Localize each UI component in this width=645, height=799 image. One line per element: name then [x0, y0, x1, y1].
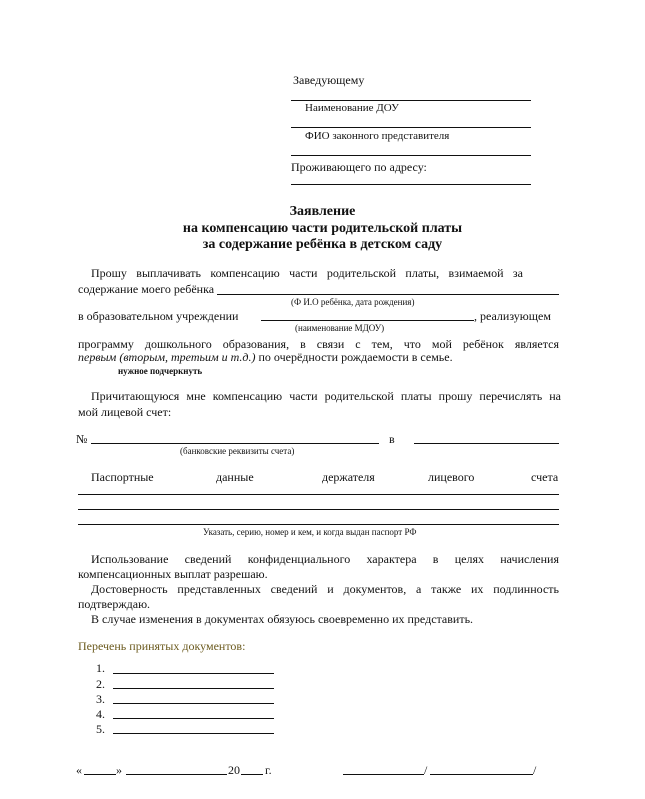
- addressee-label: Заведующему: [293, 73, 365, 87]
- date-year-prefix: 20: [228, 763, 240, 777]
- p3-line2: компенсационных выплат разрешаю.: [78, 567, 268, 581]
- p1-line1: Прошу выплачивать компенсацию части родительской платы, взимаемой за: [91, 266, 523, 280]
- date-day-field[interactable]: [84, 774, 116, 775]
- doc-item-field-2[interactable]: [113, 688, 274, 689]
- passport-word-1: Паспортные: [91, 470, 154, 484]
- account-number-field[interactable]: [91, 443, 379, 444]
- signature-name-field[interactable]: [430, 774, 533, 775]
- p1-line3b: , реализующем: [474, 309, 551, 323]
- passport-line-1[interactable]: [78, 494, 559, 495]
- school-caption: (наименование МДОУ): [295, 323, 385, 333]
- ordinal-first: первым: [78, 350, 117, 364]
- p2-line2: мой лицевой счет:: [78, 405, 172, 419]
- rep-line[interactable]: [291, 127, 531, 128]
- child-name-field[interactable]: [217, 294, 559, 295]
- org-caption: Наименование ДОУ: [305, 102, 399, 114]
- date-quote-open: «: [76, 763, 82, 777]
- signature-slash-1: /: [424, 763, 428, 777]
- passport-word-4: лицевого: [428, 470, 475, 484]
- doc-item-field-3[interactable]: [113, 703, 274, 704]
- p1-line3a: в образовательном учреждении: [78, 309, 239, 323]
- doc-item-number-4: 4.: [96, 707, 105, 721]
- address-label: Проживающего по адресу:: [291, 160, 427, 174]
- p1-line5-rest: по очерёдности рождаемости в семье.: [258, 350, 453, 364]
- p2-line1: Причитающуюся мне компенсацию части родительской платы прошу перечислять на: [91, 389, 561, 403]
- date-year-suffix: г.: [265, 763, 272, 777]
- doc-item-number-3: 3.: [96, 692, 105, 706]
- date-quote-close: »: [116, 763, 122, 777]
- org-line[interactable]: [291, 100, 531, 101]
- rep-caption: ФИО законного представителя: [305, 130, 450, 142]
- child-caption: (Ф И.О ребёнка, дата рождения): [291, 297, 415, 307]
- doc-item-field-5[interactable]: [113, 733, 274, 734]
- documents-heading: Перечень принятых документов:: [78, 639, 246, 653]
- rep-line-2[interactable]: [291, 155, 531, 156]
- p1-line2: содержание моего ребёнка: [78, 282, 215, 296]
- passport-line-2[interactable]: [78, 509, 559, 510]
- p3-line1: Использование сведений конфиденциального характера в целях начисления: [91, 552, 559, 566]
- signature-field[interactable]: [343, 774, 424, 775]
- passport-caption: Указать, серию, номер и кем, и когда выдан паспорт РФ: [203, 527, 417, 537]
- ordinal-other: (вторым, третьим и т.д.): [119, 350, 256, 364]
- date-year-field[interactable]: [241, 774, 263, 775]
- bank-name-field[interactable]: [414, 443, 559, 444]
- p5: В случае изменения в документах обязуюсь своевременно их представить.: [91, 612, 474, 626]
- doc-item-number-2: 2.: [96, 677, 105, 691]
- p4-line2: подтверждаю.: [78, 597, 151, 611]
- account-no-label: №: [76, 432, 88, 446]
- underline-note: нужное подчеркнуть: [118, 366, 203, 376]
- passport-word-5: счета: [531, 470, 559, 484]
- p1-line4: программу дошкольного образования, в связи с тем, что мой ребёнок является: [78, 337, 559, 351]
- doc-title: Заявление: [289, 204, 356, 219]
- passport-word-3: держателя: [322, 470, 375, 484]
- doc-item-field-1[interactable]: [113, 673, 274, 674]
- passport-line-3[interactable]: [78, 524, 559, 525]
- doc-title-line3: за содержание ребёнка в детском саду: [202, 237, 443, 252]
- p1-line5: [78, 350, 453, 365]
- passport-word-2: данные: [216, 470, 254, 484]
- p4-line1: Достоверность представленных сведений и документов, а также их подлинность: [91, 582, 559, 596]
- doc-title-line2: на компенсацию части родительской платы: [182, 221, 463, 236]
- school-field[interactable]: [261, 320, 474, 321]
- address-line[interactable]: [291, 184, 531, 185]
- signature-slash-2: /: [533, 763, 537, 777]
- doc-item-number-5: 5.: [96, 722, 105, 736]
- account-in-label: в: [389, 432, 395, 446]
- doc-item-field-4[interactable]: [113, 718, 274, 719]
- date-month-field[interactable]: [126, 774, 227, 775]
- bank-caption: (банковские реквизиты счета): [180, 446, 295, 456]
- doc-item-number-1: 1.: [96, 661, 105, 675]
